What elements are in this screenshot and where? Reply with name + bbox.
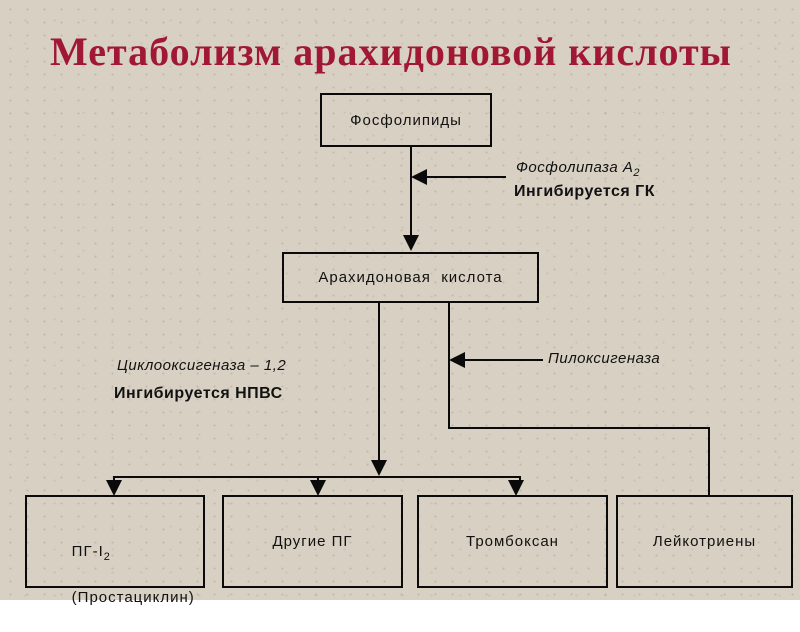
arrowhead-down-arachidonic [403, 235, 419, 251]
node-arachidonic-acid [282, 252, 539, 303]
arrowhead-left-phospholipase [411, 169, 427, 185]
connector-phospholipids-arachidonic [410, 147, 412, 236]
node-pg-i2-label [71, 543, 111, 563]
arrowhead-down-distribution [371, 460, 387, 476]
node-other-pg-label: Другие ПГ [272, 533, 353, 550]
node-thromboxane [417, 495, 608, 588]
node-pg-i2-subscript: 2 [103, 551, 111, 563]
arrowhead-down-other-pg [310, 480, 326, 496]
arrowhead-down-pg-i2 [106, 480, 122, 496]
connector-phospholipase [427, 176, 506, 178]
connector-lipoxygenase-arrow [465, 359, 543, 361]
node-pg-i2-label-line2: (Простациклин) [71, 589, 195, 606]
connector-leukotrienes-drop [708, 427, 710, 495]
enzyme-lipoxygenase-label: Пилоксигеназа [548, 350, 661, 367]
enzyme-phospholipase-label [516, 159, 640, 179]
node-phospholipids-label: Фосфолипиды [350, 111, 462, 129]
node-phospholipids [320, 93, 492, 147]
node-pg-i2-label-main: ПГ-I [71, 543, 104, 560]
arrowhead-left-lipoxygenase [449, 352, 465, 368]
node-leukotrienes-label: Лейкотриены [652, 533, 757, 550]
enzyme-cyclooxygenase-inhibitor: Ингибируется НПВС [114, 385, 283, 402]
page-title: Метаболизм арахидоновой кислоты [50, 29, 732, 74]
connector-cyclooxygenase-branch [378, 303, 380, 461]
arrowhead-down-thromboxane [508, 480, 524, 496]
enzyme-phospholipase-name: Фосфолипаза А [516, 159, 634, 176]
enzyme-cyclooxygenase-label: Циклооксигеназа – 1,2 [117, 357, 287, 374]
connector-lipoxygenase-horizontal [448, 427, 710, 429]
node-leukotrienes [616, 495, 793, 588]
enzyme-phospholipase-subscript: 2 [633, 167, 640, 179]
node-other-pg [222, 495, 403, 588]
node-pg-i2 [25, 495, 205, 606]
enzyme-phospholipase-inhibitor: Ингибируется ГК [514, 183, 655, 200]
node-thromboxane-label: Тромбоксан [466, 533, 559, 550]
node-arachidonic-acid-label: Арахидоновая кислота [318, 269, 503, 286]
